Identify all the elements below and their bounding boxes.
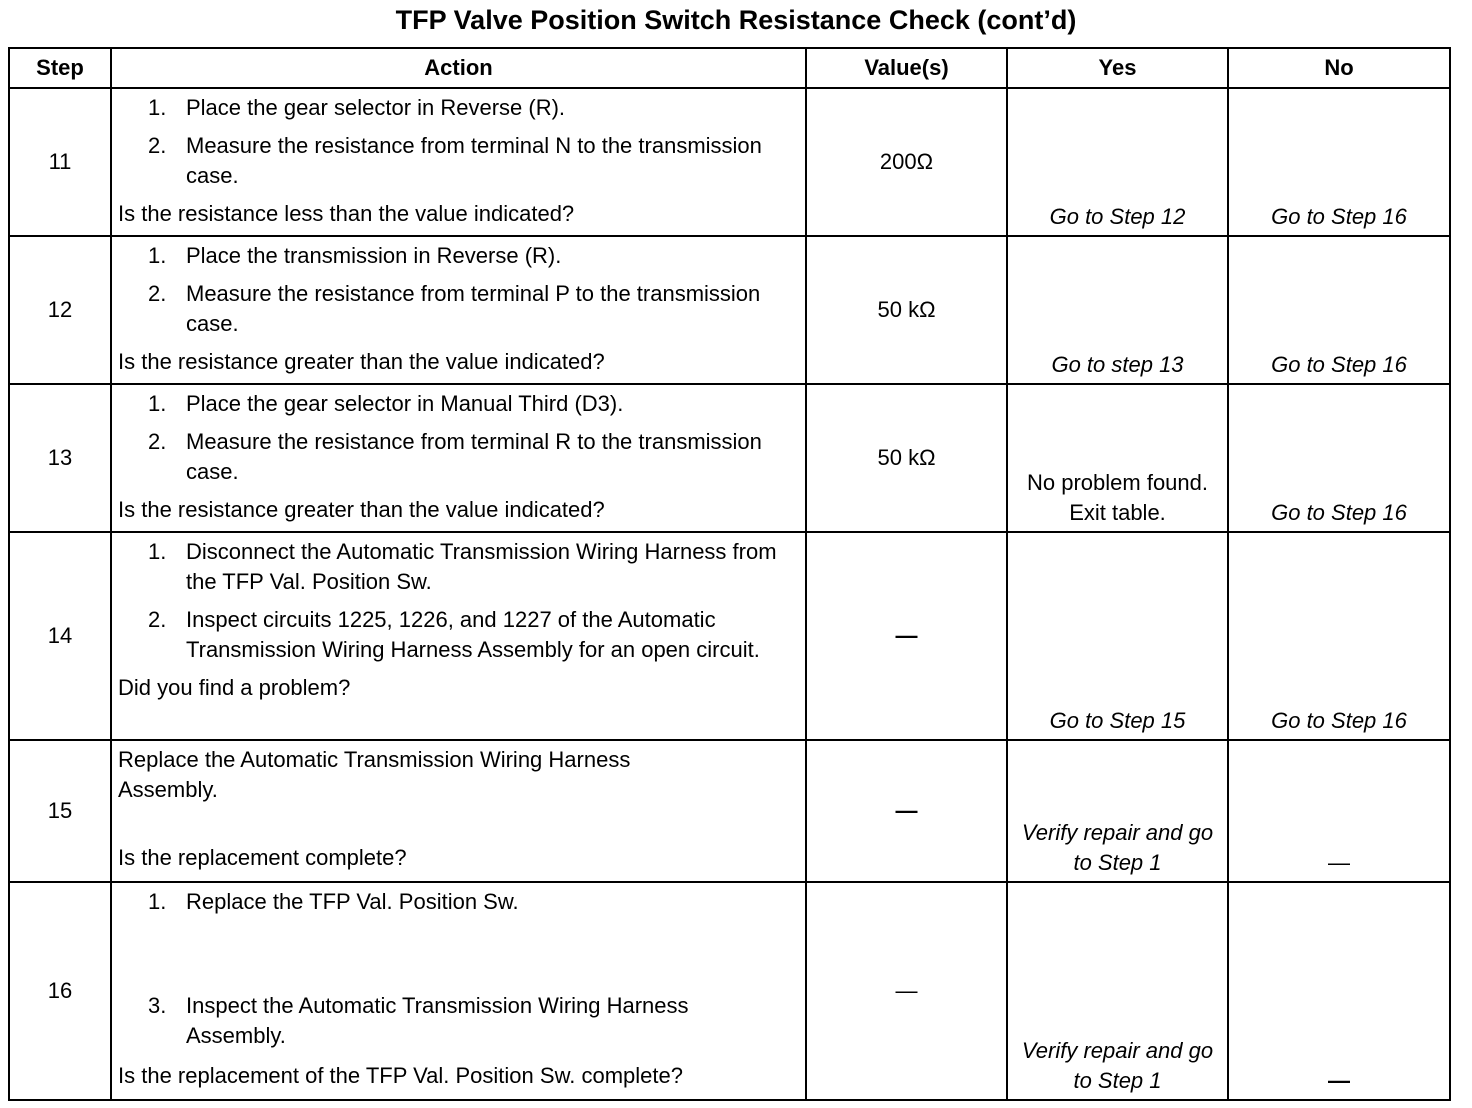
step-number: 12 [9, 236, 111, 384]
item-text: Inspect the Automatic Transmission Wiring Harness Assembly. [186, 993, 689, 1048]
yes-cell: No problem found. Exit table. [1007, 384, 1228, 532]
value-cell: — [806, 882, 1007, 1100]
action-cell [111, 532, 806, 740]
value-cell: 50 kΩ [806, 384, 1007, 532]
item-number: 1. [148, 391, 167, 416]
no-cell: — [1228, 740, 1450, 882]
action-question: Is the replacement complete? [118, 845, 407, 870]
header-step: Step [9, 48, 111, 88]
value-cell: 50 kΩ [806, 236, 1007, 384]
action-item [118, 887, 799, 917]
no-cell: Go to Step 16 [1228, 384, 1450, 532]
no-cell: — [1228, 882, 1450, 1100]
step-number: 11 [9, 88, 111, 236]
item-number: 2. [148, 133, 167, 158]
action-cell [111, 384, 806, 532]
action-item [118, 93, 799, 123]
item-number: 2. [148, 281, 167, 306]
yes-cell: Verify repair and go to Step 1 [1007, 882, 1228, 1100]
item-text: Place the gear selector in Manual Third (D3). [186, 391, 624, 416]
action-item [118, 131, 799, 191]
yes-cell: Go to step 13 [1007, 236, 1228, 384]
header-values: Value(s) [806, 48, 1007, 88]
item-number: 1. [148, 243, 167, 268]
no-cell: Go to Step 16 [1228, 532, 1450, 740]
action-question: Did you find a problem? [118, 675, 351, 700]
no-cell: Go to Step 16 [1228, 236, 1450, 384]
action-question: Is the resistance greater than the value indicated? [118, 497, 605, 522]
step-number: 13 [9, 384, 111, 532]
action-cell [111, 740, 806, 882]
item-text: Place the gear selector in Reverse (R). [186, 95, 566, 120]
action-item [118, 605, 799, 665]
item-text: Measure the resistance from terminal P to the transmission case. [186, 281, 761, 336]
table-row [9, 384, 1450, 532]
value-cell: — [806, 532, 1007, 740]
table-row [9, 740, 1450, 882]
page-title: TFP Valve Position Switch Resistance Check (cont’d) [395, 5, 1077, 35]
item-number: 1. [148, 539, 167, 564]
action-cell [111, 88, 806, 236]
table-row [9, 88, 1450, 236]
action-item [118, 991, 799, 1051]
yes-cell: Verify repair and go to Step 1 [1007, 740, 1228, 882]
table-row [9, 236, 1450, 384]
header-yes: Yes [1007, 48, 1228, 88]
item-number: 2. [148, 429, 167, 454]
table-row [9, 532, 1450, 740]
step-number: 14 [9, 532, 111, 740]
action-cell [111, 236, 806, 384]
header-no: No [1228, 48, 1450, 88]
action-question: Is the resistance greater than the value indicated? [118, 349, 605, 374]
action-item [118, 279, 799, 339]
item-number: 1. [148, 95, 167, 120]
action-question: Is the replacement of the TFP Val. Position Sw. complete? [118, 1063, 683, 1088]
action-item [118, 427, 799, 487]
action-item [118, 389, 799, 419]
action-item [118, 537, 799, 597]
action-item [118, 241, 799, 271]
action-question: Is the resistance less than the value indicated? [118, 201, 575, 226]
item-number: 1. [148, 889, 167, 914]
value-cell: 200Ω [806, 88, 1007, 236]
header-row [9, 48, 1450, 88]
step-number: 15 [9, 740, 111, 882]
table-row [9, 882, 1450, 1100]
item-text: Place the transmission in Reverse (R). [186, 243, 562, 268]
action-cell [111, 882, 806, 1100]
no-cell: Go to Step 16 [1228, 88, 1450, 236]
item-text: Disconnect the Automatic Transmission Wiring Harness from the TFP Val. Position Sw. [186, 539, 777, 594]
header-action: Action [111, 48, 806, 88]
item-text: Measure the resistance from terminal R to the transmission case. [186, 429, 762, 484]
yes-cell: Go to Step 15 [1007, 532, 1228, 740]
yes-cell: Go to Step 12 [1007, 88, 1228, 236]
step-number: 16 [9, 882, 111, 1100]
item-text: Measure the resistance from terminal N to the transmission case. [186, 133, 762, 188]
item-text: Replace the TFP Val. Position Sw. [186, 889, 519, 914]
item-number: 2. [148, 607, 167, 632]
action-text: Replace the Automatic Transmission Wiring Harness Assembly. [118, 747, 631, 802]
item-text: Inspect circuits 1225, 1226, and 1227 of the Automatic Transmission Wiring Harness Assembly for an open circuit. [186, 607, 760, 662]
diagnostic-table [8, 47, 1451, 1101]
item-number: 3. [148, 993, 167, 1018]
value-cell: — [806, 740, 1007, 882]
